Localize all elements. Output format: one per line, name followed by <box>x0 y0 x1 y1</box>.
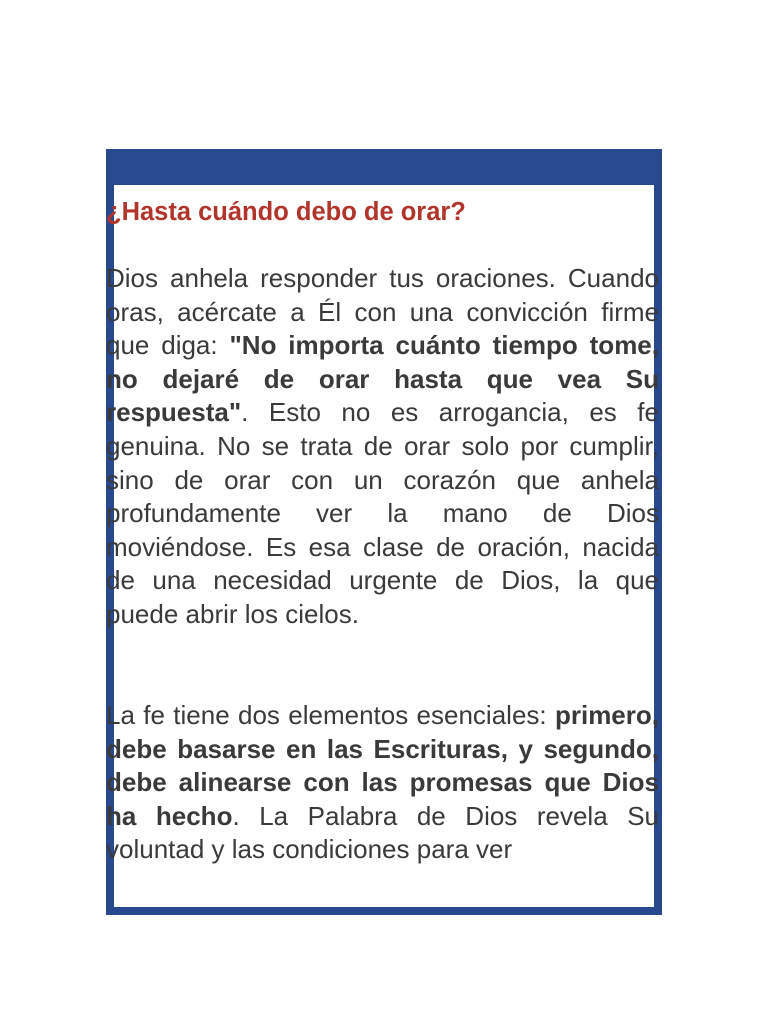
paragraph-2 <box>106 699 659 867</box>
paragraph-1-text-a: Dios anhela responder tus oraciones. Cuando oras, acércate a Él con una convicción firme que diga: <box>106 263 659 361</box>
document-title: ¿Hasta cuándo debo de orar? <box>106 198 466 226</box>
paragraph-1 <box>106 262 659 632</box>
paragraph-2-text-b: . La Palabra de Dios revela Su voluntad y las condiciones para ver <box>106 800 659 865</box>
text-area <box>106 185 659 907</box>
paragraph-1-bold: "No importa cuánto tiempo tome, no dejaré de orar hasta que vea Su respuesta" <box>106 330 659 428</box>
paragraph-1-text-b: . Esto no es arrogancia, es fe genuina. No se trata de orar solo por cumplir, sino de orar con un corazón que anhela profundamente ver la mano de Dios moviéndose. Es esa clase de oración, nacida de una necesidad urgente de Dios, la que puede abrir los cielos. <box>106 397 659 629</box>
paragraph-2-bold: primero, debe basarse en las Escrituras, y segundo, debe alinearse con las promesas que Dios ha hecho <box>106 700 659 831</box>
paragraph-2-text-a: La fe tiene dos elementos esenciales: <box>106 700 555 730</box>
